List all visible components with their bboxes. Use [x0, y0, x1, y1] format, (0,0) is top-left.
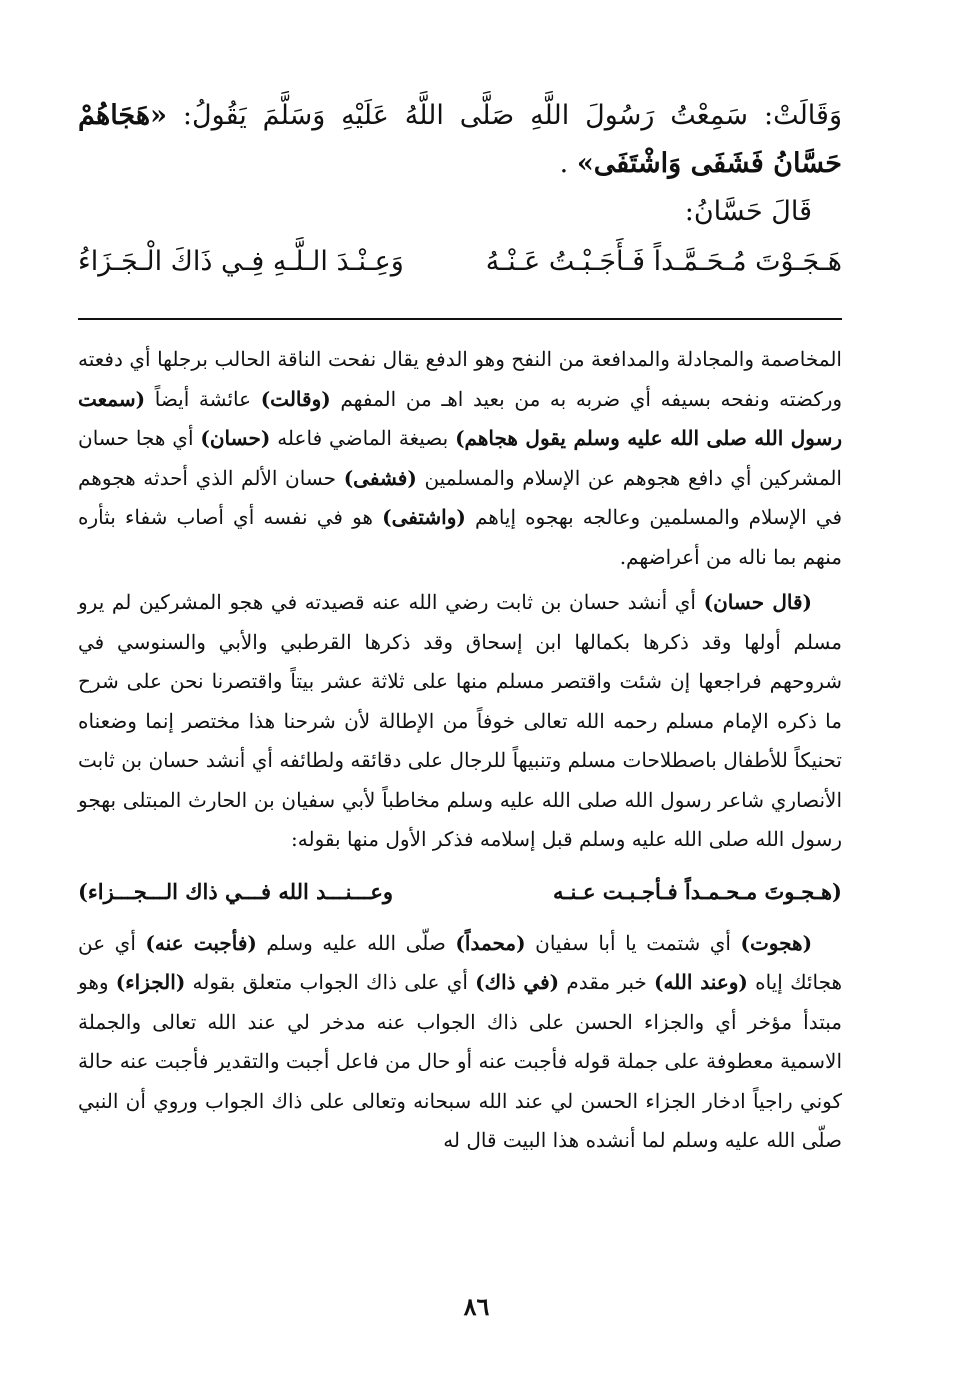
commentary-keyword: (قال حسان) [703, 590, 813, 614]
commentary-paragraph-2 [78, 583, 842, 860]
commentary-keyword: (فشفى) [343, 465, 417, 490]
commentary-keyword: (فأجبت عنه) [145, 930, 257, 955]
commentary-text: أي شتمت يا أبا سفيان [535, 930, 731, 955]
hadith-end: . [559, 148, 569, 179]
commentary-text: أي على ذاك الجواب متعلق بقوله [192, 970, 468, 994]
verse-hemistich-2: وَعِـنْـدَ الـلَّـهِ فِـي ذَاكَ الْـجَـزَاءُ [78, 246, 404, 277]
commentary-text: بصيغة الماضي فاعله [277, 426, 449, 450]
commentary-keyword: (في ذاك) [475, 970, 560, 994]
commentary-keyword: (وعند الله) [654, 970, 748, 994]
commentary-keyword: (هجوت) [740, 930, 813, 955]
commentary-text: المخاصمة والمجادلة والمدافعة من النفح وهو الدفع يقال نفحت الناقة الحالب برجلها أي دفعته وركضته ونفحه بسيفه أي ضربه به من بعيد اهـ من المفهم [78, 347, 843, 411]
verse-hemistich-1: هَـجَـوْتَ مُـحَـمَّـداً فَـأَجَـبْـتُ عَـنْـهُ [485, 246, 842, 277]
commentary-text: هو في نفسه أي أصاب شفاء بثأره منهم بما ناله من أعراضهم. [78, 505, 842, 569]
commentary-keyword: (وقالت) [260, 386, 331, 411]
commentary-keyword: (محمداً) [455, 930, 526, 955]
commentary-text: وهو مبتدأ مؤخر أي والجزاء الحسن على ذاك الجواب عنه مدخر لي عند الله تعالى والجملة الاسمية معطوفة على جملة قوله فأجبت عنه أو حال من فاعل أجبت والتقدير فأجبت عنه حالة كوني راجياً ادخار الجزاء الحسن لي عند الله سبحانه وتعالى على ذاك الجواب وروي أن النبي صلّى الله عليه وسلم لما أنشده هذا البيت قال له [78, 970, 842, 1152]
hadith-text [78, 92, 842, 236]
commentary-text: أي عن هجائك إياه [78, 930, 843, 994]
commentary-keyword: (حسان) [200, 426, 271, 450]
commentary-paragraph-1 [78, 340, 842, 577]
commentary-text: خبر مقدم [566, 970, 647, 994]
hassan-said: قَالَ حَسَّانُ: [684, 196, 812, 227]
commentary-paragraph-3 [78, 924, 842, 1161]
commentary-text: صلّى الله عليه وسلم [266, 930, 446, 955]
hadith-intro: وَقَالَتْ: سَمِعْتُ رَسُولَ اللَّهِ صَلَّى اللَّهُ عَلَيْهِ وَسَلَّمَ يَقُولُ: [182, 100, 842, 131]
commentary-keyword: (سمعت رسول الله صلى الله عليه وسلم يقول هجاهم) [78, 386, 843, 450]
commentary-keyword: (الجزاء) [115, 970, 186, 994]
commentary-text: أي هجا حسان المشركين أي دافع هجوهم عن الإسلام والمسلمين [78, 426, 842, 490]
hadith-quote: «هَجَاهُمْ حَسَّانُ فَشَفَى وَاشْتَفَى» [78, 100, 842, 179]
commentary [78, 340, 842, 1161]
footnote-divider [78, 318, 842, 320]
commentary-verse [78, 864, 842, 920]
page-number: ٨٦ [463, 1292, 490, 1321]
commentary-verse-hemistich-1: (هـجـوتَ مـحـمـداً فـأجـبـت عـنـه [553, 878, 842, 904]
commentary-text: أي أنشد حسان بن ثابت رضي الله عنه قصيدته في هجو المشركين لم يرو مسلم أولها وقد ذكرها بكمالها ابن إسحاق وقد ذكرها القرطبي والأبي والسنوسي في شروحهم فراجعها إن شئت واقتصر مسلم منها على ثلاثة عشر بيتاً واقتصرنا نحن على شرح ما ذكره الإمام مسلم رحمه الله تعالى خوفاً من الإطالة لأن شرحنا هذا مختصر إنما وضعناه تحنيكاً للأطفال باصطلاحات مسلم وتنبيهاً للرجال على دقائقه ولطائفه أي أنشد حسان بن ثابت الأنصاري شاعر رسول الله صلى الله عليه وسلم مخاطباً لأبي سفيان بن الحارث المبتلى بهجو رسول الله صلى الله عليه وسلم قبل إسلامه فذكر الأول منها بقوله: [78, 590, 842, 851]
poem-verse [78, 246, 842, 296]
commentary-keyword: (واشتفى) [382, 505, 466, 529]
commentary-text: عائشة أيضاً [154, 386, 252, 411]
commentary-verse-hemistich-2: وعـــنـــد الله فـــي ذاك الـــجـــزاء) [78, 878, 394, 904]
commentary-text: حسان الألم الذي أحدثه هجوهم في الإسلام والمسلمين وعالجه بهجوه إياهم [78, 465, 842, 529]
